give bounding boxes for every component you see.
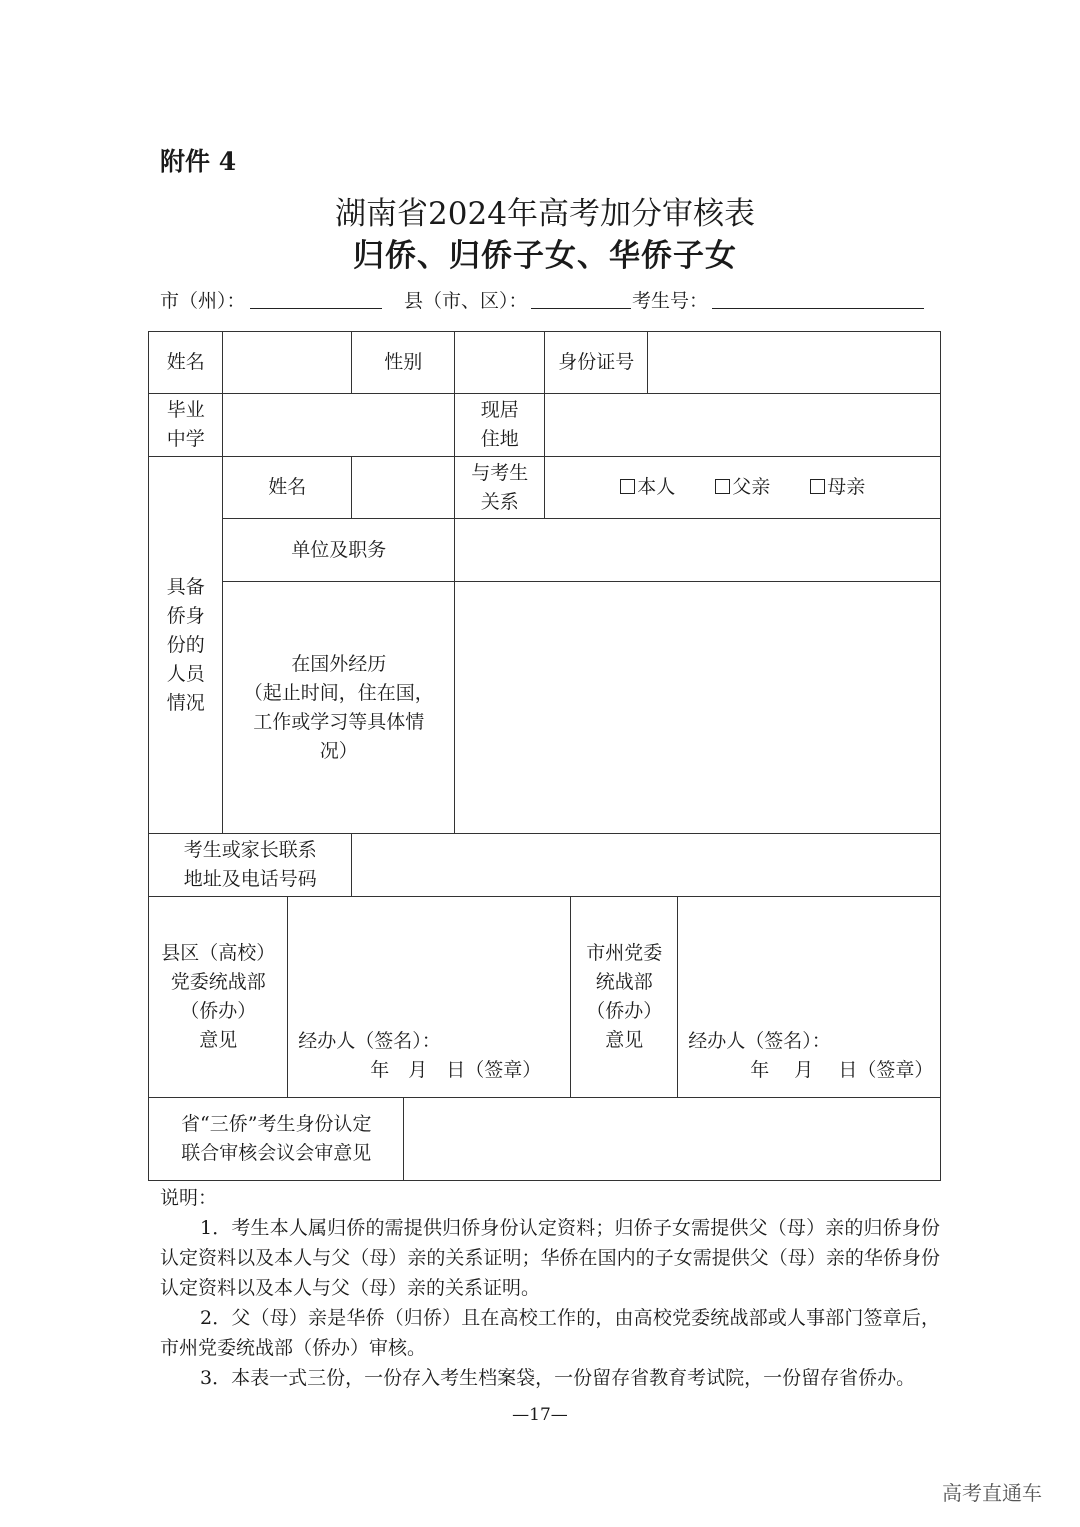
relation-label: 与考生 关系 — [454, 456, 545, 519]
abroad-field[interactable] — [454, 581, 941, 834]
option-label: 母亲 — [827, 476, 866, 499]
city-opinion-field[interactable] — [677, 896, 941, 1098]
address-label: 现居 住地 — [454, 393, 545, 457]
note-item-3: 3．本表一式三份，一份存入考生档案袋，一份留存省教育考试院，一份留存省侨办。 — [200, 1367, 916, 1389]
abroad-label: 在国外经历 （起止时间，住在国， 工作或学习等具体情 况） — [222, 581, 455, 834]
city-field[interactable] — [250, 308, 382, 309]
relation-option-mother[interactable] — [810, 473, 865, 502]
id-no-field[interactable] — [647, 331, 941, 394]
city-label: 市（州）： — [160, 290, 246, 312]
exam-no-field[interactable] — [712, 308, 924, 309]
relation-options — [544, 456, 941, 519]
note-item-1: 1．考生本人属归侨的需提供归侨身份认定资料；归侨子女需提供父（母）亲的归侨身份认定资料以及本人与父（母）亲的关系证明；华侨在国内的子女需提供父（母）亲的华侨身份认定资料以及本人与父（母）亲的关系证明。 — [160, 1217, 940, 1299]
contact-field[interactable] — [351, 833, 941, 897]
form-title: 湖南省2024年高考加分审核表 — [335, 196, 755, 232]
county-opinion-field[interactable] — [287, 896, 571, 1098]
city-opinion-label: 市州党委 统战部 （侨办） 意见 — [570, 896, 678, 1098]
id-no-label: 身份证号 — [544, 331, 648, 394]
checkbox-icon — [620, 479, 635, 494]
note-item-2: 2．父（母）亲是华侨（归侨）且在高校工作的，由高校党委统战部或人事部门签章后，市州党委统战部（侨办）审核。 — [160, 1307, 940, 1359]
option-label: 父亲 — [732, 476, 771, 499]
form-subtitle: 归侨、归侨子女、华侨子女 — [353, 238, 737, 274]
name-field[interactable] — [222, 331, 352, 394]
page-number: —17— — [512, 1405, 568, 1425]
option-label: 本人 — [637, 476, 676, 499]
gender-label: 性别 — [351, 331, 455, 394]
person-name-field[interactable] — [351, 456, 455, 519]
city-handler-label: 经办人（签名）： — [688, 1030, 831, 1053]
attachment-label: 附件 4 — [160, 147, 237, 176]
employer-field[interactable] — [454, 518, 941, 582]
name-label: 姓名 — [148, 331, 223, 394]
county-handler-label: 经办人（签名）： — [298, 1030, 441, 1053]
school-label: 毕业 中学 — [148, 393, 223, 457]
employer-label: 单位及职务 — [222, 518, 455, 582]
notes-label: 说明： — [160, 1187, 218, 1209]
county-label: 县（市、区）： — [404, 290, 528, 312]
checkbox-icon — [810, 479, 825, 494]
person-section-label: 具备 侨身 份的 人员 情况 — [148, 456, 223, 834]
exam-no-label: 考生号： — [632, 290, 709, 312]
city-date-sign: 年 月 日（签章） — [750, 1059, 934, 1082]
county-field[interactable] — [531, 308, 631, 309]
address-field[interactable] — [544, 393, 941, 457]
person-name-label: 姓名 — [222, 456, 352, 519]
watermark: 高考直通车 — [942, 1481, 1042, 1505]
relation-option-father[interactable] — [715, 473, 770, 502]
school-field[interactable] — [222, 393, 455, 457]
province-opinion-field[interactable] — [403, 1097, 941, 1181]
county-date-sign: 年 月 日（签章） — [370, 1059, 542, 1082]
contact-label: 考生或家长联系 地址及电话号码 — [148, 833, 352, 897]
province-opinion-label: 省“三侨”考生身份认定 联合审核会议会审意见 — [148, 1097, 404, 1181]
checkbox-icon — [715, 479, 730, 494]
gender-field[interactable] — [454, 331, 545, 394]
county-opinion-label: 县区（高校） 党委统战部 （侨办） 意见 — [148, 896, 288, 1098]
relation-option-self[interactable] — [620, 473, 675, 502]
